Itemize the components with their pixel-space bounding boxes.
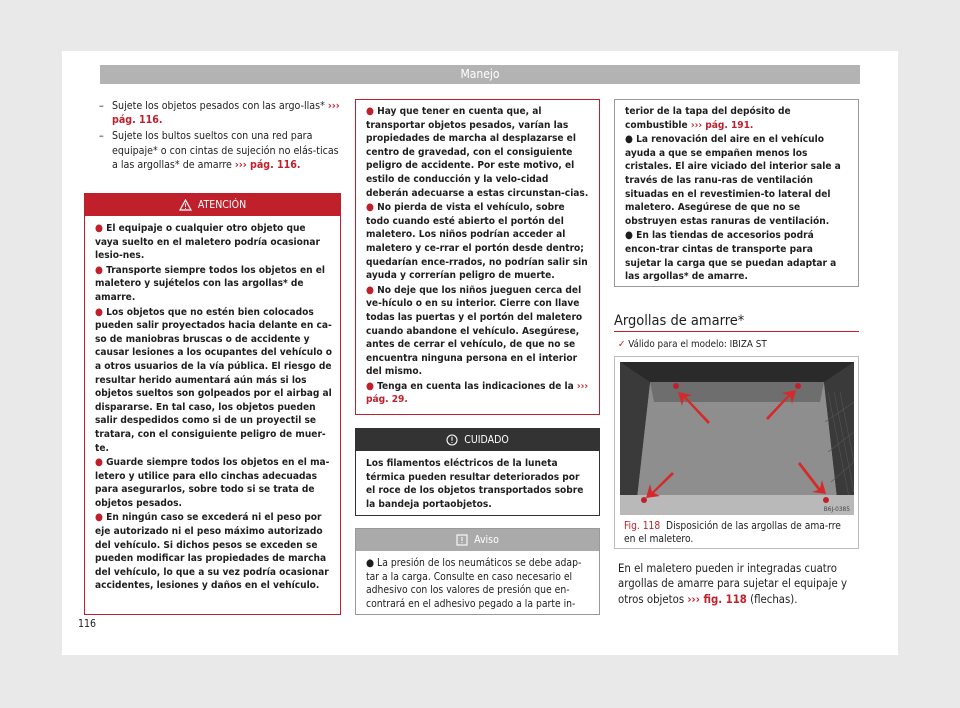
list-item-text: En ningún caso se excederá ni el peso por eje autorizado ni el peso máximo autorizado del vehículo. Si dichos pesos se exceden se pueden modificar las propiedades de marcha del vehículo, lo que a su vez podría ocasionar accidentes, lesiones y daños en el vehículo.: [95, 512, 329, 592]
list-item-text: No pierda de vista el vehículo, sobre todo cuando esté abierto el portón del maletero. Los niños podrían acceder al maletero y ce-rrar el portón desde dentro; quedarían ence-rrados, no podrían salir sin ayuda y correrían peligro de muerte.: [366, 202, 588, 282]
column-left: [99, 99, 341, 174]
notice-box-continued: [614, 99, 859, 287]
warning-title: ATENCIÓN: [197, 199, 247, 211]
page-reference-link[interactable]: ››› pág. 191.: [690, 119, 754, 131]
bullet-icon: ●: [95, 457, 103, 469]
warning-box-continued: [355, 99, 600, 415]
info-circle-icon: [446, 434, 458, 446]
bullet-icon: ●: [625, 134, 633, 146]
figure-box: [614, 356, 859, 549]
list-item: [95, 222, 332, 263]
list-item-text: Tenga en cuenta las indicaciones de la: [377, 380, 574, 392]
bullet-icon: ●: [625, 230, 633, 242]
body-tail: (flechas).: [750, 592, 798, 606]
notice-text: terior de la tapa del depósito de combustible: [625, 106, 791, 131]
body-text: En el maletero pueden ir integradas cuatro argollas de amarre para sujetar el equipaje y otros objetos: [618, 562, 847, 606]
warning-triangle-icon: [179, 199, 192, 211]
caution-body: [356, 451, 599, 515]
page-reference-link[interactable]: ››› pág. 116.: [112, 100, 340, 127]
notice-header: [356, 529, 599, 551]
caution-header: [356, 429, 599, 451]
valid-for-text: Válido para el modelo: IBIZA ST: [628, 339, 767, 350]
figure-caption-text: Disposición de las argollas de ama-rre en el maletero.: [624, 521, 841, 545]
warning-body: [85, 216, 340, 598]
header-title: Manejo: [460, 67, 500, 81]
bullet-icon: ●: [95, 306, 103, 318]
list-item: [366, 284, 591, 379]
bullet-icon: ●: [366, 106, 374, 117]
list-item: [366, 380, 591, 407]
bullet-icon: ●: [95, 512, 103, 524]
notice-body: [615, 100, 858, 289]
list-item: [366, 201, 591, 283]
list-item: [95, 306, 332, 456]
caution-title: CUIDADO: [464, 434, 509, 446]
list-item: [99, 129, 341, 172]
list-item-text: En las tiendas de accesorios podrá encon-trar cintas de transporte para sujetar la carga que se puedan adaptar a las argollas* de amarre.: [625, 230, 837, 283]
figure-label: Fig. 118: [624, 521, 661, 532]
bullet-icon: ●: [95, 223, 103, 234]
list-item: [95, 511, 332, 593]
figure-image: [620, 362, 854, 515]
figure-caption: [624, 520, 850, 546]
warning-header: [85, 194, 340, 216]
check-icon: ✓: [618, 339, 626, 350]
list-item-text: Transporte siempre todos los objetos en el maletero y sujételos con las argollas* de amarre.: [95, 264, 326, 303]
page-reference-link[interactable]: ››› pág. 29.: [366, 380, 589, 406]
section-title: Argollas de amarre*: [614, 314, 859, 332]
notice-body: [356, 551, 599, 615]
notice-icon: [456, 534, 468, 546]
list-item: [625, 229, 850, 283]
list-item: [625, 105, 850, 132]
dash-marker: –: [99, 100, 104, 112]
list-item-text: Sujete los bultos sueltos con una red para equipaje* o con cintas de sujeción no elás-ticas a las argollas* de amarre: [112, 130, 339, 171]
trunk-illustration: [620, 362, 854, 515]
page-header: [100, 65, 860, 84]
list-item-text: Sujete los objetos pesados con las argo-llas*: [112, 100, 325, 112]
notice-text: La presión de los neumáticos se debe adap-tar a la carga. Consulte en caso necesario el adhesivo con los valores de presión que en-contrará en el adhesivo pegado a la parte in-: [366, 557, 582, 610]
list-item-text: Hay que tener en cuenta que, al transportar objetos pesados, varían las propiedades de marcha al desplazarse el centro de gravedad, con el consiguiente peligro de accidente. Por este motivo, el estilo de conducción y la velo-cidad deberán adecuarse a estas circunstan-cias.: [366, 106, 589, 199]
caution-box: [355, 428, 600, 516]
list-item-text: La renovación del aire en el vehículo ayuda a que se empañen menos los cristales. El aire viciado del interior sale a través de las ranu-ras de ventilación situadas en el revestimien-to lateral del maletero. Asegúrese de que no se obstruyen estas ranuras de ventilación.: [625, 134, 841, 227]
body-paragraph: [618, 561, 858, 607]
list-item-text: No deje que los niños jueguen cerca del ve-hículo o en su interior. Cierre con llave todas las puertas y el portón del maletero cuando abandone el vehículo. Asegúrese, antes de cerrar el vehículo, de que no se encuentra ninguna persona en el interior del mismo.: [366, 284, 583, 378]
dash-marker: –: [99, 130, 104, 143]
notice-title: Aviso: [474, 534, 499, 546]
bullet-icon: ●: [366, 284, 374, 296]
bullet-icon: ●: [366, 202, 374, 214]
notice-box: [355, 528, 600, 615]
page-reference-link[interactable]: ››› pág. 116.: [234, 158, 301, 171]
figure-code: B6J-0385: [823, 505, 850, 513]
list-item: [95, 264, 332, 305]
warning-box: [84, 193, 341, 615]
bullet-icon: ●: [366, 557, 375, 569]
caution-text: Los filamentos eléctricos de la luneta térmica pueden resultar deteriorados por el roce de los objetos transportados sobre la bandeja portaobjetos.: [366, 458, 584, 510]
list-item: [366, 105, 591, 200]
list-item: [95, 456, 332, 510]
list-item-text: Guarde siempre todos los objetos en el ma-letero y utilice para ello cinchas adecuadas para asegurarlos, sobre todo si se trata de objetos pesados.: [95, 457, 330, 509]
page-number: 116: [78, 618, 97, 630]
figure-reference-link[interactable]: ››› fig. 118: [687, 592, 747, 606]
section-header: [614, 314, 859, 332]
list-item: [625, 133, 850, 228]
bullet-icon: ●: [366, 380, 374, 392]
validity-line: [618, 338, 863, 352]
list-item: [99, 99, 341, 127]
list-item-text: El equipaje o cualquier otro objeto que vaya suelto en el maletero podría ocasionar lesio-nes.: [95, 223, 320, 262]
warning-body: [356, 100, 599, 412]
bullet-icon: ●: [95, 264, 103, 276]
list-item-text: Los objetos que no estén bien colocados pueden salir proyectados hacia delante en ca-so de maniobras bruscas o de accidente y causar lesiones a los ocupantes del vehículo o a otros usuarios de la vía pública. El riesgo de resultar herido aumentará aún más si los objetos sueltos son golpeados por el airbag al dispararse. En tal caso, los objetos pueden salir despedidos como si de un proyectil se tratara, con el consiguiente peligro de muer-te.: [95, 306, 333, 454]
